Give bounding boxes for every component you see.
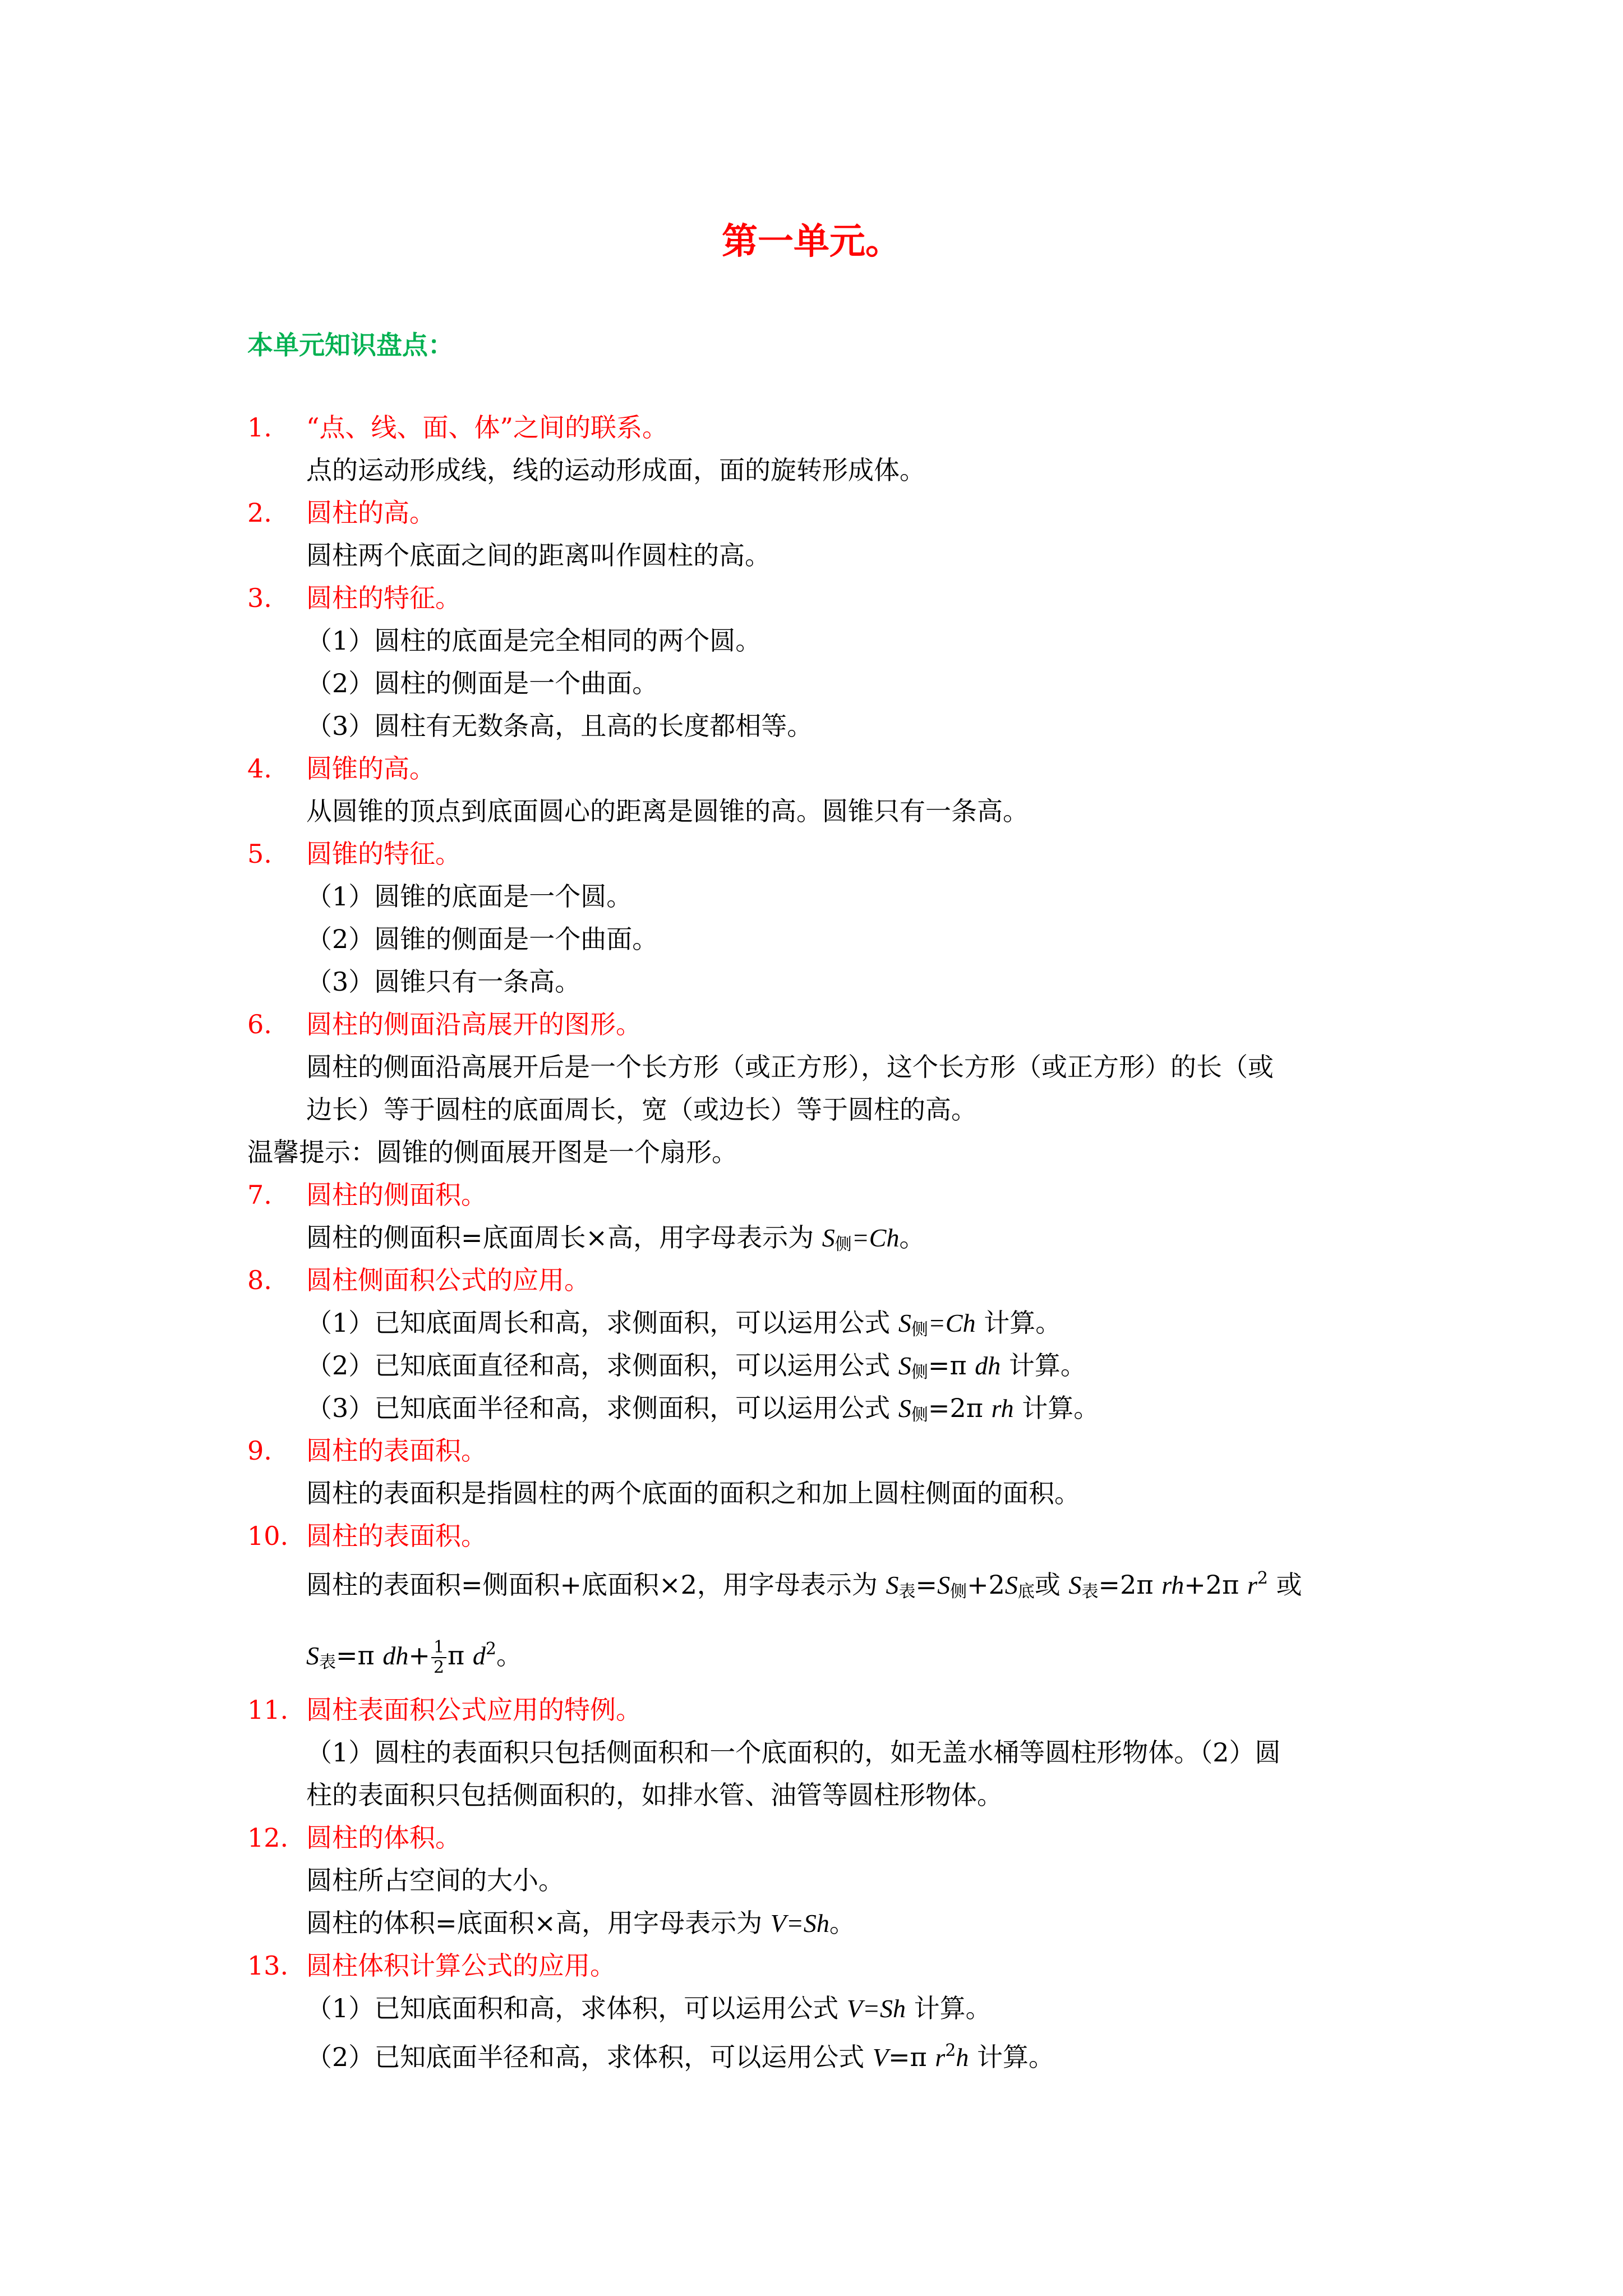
item-heading: “点、线、面、体”之间的联系。 [306,412,668,443]
item-heading: 圆柱体积计算公式的应用。 [306,1950,616,1981]
item-body: 圆柱的侧面沿高展开后是一个长方形（或正方形），这个长方形（或正方形）的长（或 [306,1052,1274,1082]
body-text: （2）已知底面直径和高，求侧面积，可以运用公式 [306,1350,898,1381]
formula-text: =Sh [786,1909,829,1938]
item-number: 7. [247,1180,272,1210]
formula-text: d [472,1641,486,1670]
formula-subscript: 表 [898,1582,916,1602]
body-text: 计算。 [906,1993,992,2023]
formula-text: rh [1161,1571,1184,1599]
formula-symbol: V [770,1909,786,1938]
item-body [306,1989,992,2028]
item-number: 8. [247,1265,272,1295]
formula-pi: π [1136,1570,1154,1600]
item-body: 从圆锥的顶点到底面圆心的距离是圆锥的高。圆锥只有一条高。 [306,796,1029,826]
formula-text: + [408,1640,430,1671]
item-body: 圆柱所占空间的大小。 [306,1865,564,1895]
item-heading: 圆锥的特征。 [306,839,461,869]
formula-text: +2 [1184,1570,1223,1600]
formula-text: = [928,1393,950,1423]
formula-symbol: S [306,1641,319,1670]
formula-subscript: 侧 [911,1363,928,1382]
item-heading: 圆柱的高。 [306,498,435,528]
item-number: 2. [247,498,272,528]
item-number: 12. [247,1823,289,1853]
item-body: （3）圆锥只有一条高。 [306,967,581,997]
item-body: （1）圆柱的表面积只包括侧面积和一个底面积的，如无盖水桶等圆柱形物体。（2）圆 [306,1737,1281,1768]
punctuation: 。 [829,1908,855,1938]
punctuation: 。 [496,1640,522,1671]
body-text: （3）已知底面半径和高，求侧面积，可以运用公式 [306,1393,898,1423]
formula-pi: π [966,1393,983,1423]
item-heading: 圆柱侧面积公式的应用。 [306,1265,590,1295]
formula-pi: π [910,2042,927,2072]
formula-symbol: S [822,1223,835,1252]
tip-note: 温馨提示：圆锥的侧面展开图是一个扇形。 [247,1137,737,1167]
item-body: （1）圆锥的底面是一个圆。 [306,881,633,912]
body-text: 圆柱的侧面积=底面周长×高，用字母表示为 [306,1222,822,1253]
punctuation: 。 [899,1222,925,1253]
formula-pi: π [1222,1570,1239,1600]
item-body [306,2031,1054,2077]
formula-text: = [915,1570,938,1600]
item-heading: 圆柱的表面积。 [306,1435,487,1466]
formula-subscript: 侧 [911,1405,928,1425]
formula-text: =Ch [851,1223,900,1252]
item-number: 10. [247,1521,289,1551]
formula-text: 2 [949,1393,966,1423]
item-number: 3. [247,583,272,613]
formula-text: +2 [967,1570,1005,1600]
body-text: 圆柱的表面积=侧面积+底面积×2，用字母表示为 [306,1570,886,1600]
item-number: 11. [247,1695,289,1725]
formula-text: =Sh [863,1994,906,2023]
item-body [306,1218,925,1264]
item-heading: 圆柱表面积公式应用的特例。 [306,1695,642,1725]
item-body: （2）圆柱的侧面是一个曲面。 [306,668,658,698]
item-body: （2）圆锥的侧面是一个曲面。 [306,924,658,954]
item-body: 圆柱的表面积是指圆柱的两个底面的面积之和加上圆柱侧面的面积。 [306,1478,1080,1508]
body-text: 圆柱的体积=底面积×高，用字母表示为 [306,1908,771,1938]
formula-symbol: S [898,1309,911,1337]
formula-subscript: 侧 [950,1582,967,1602]
body-text: 计算。 [975,1308,1062,1338]
formula-subscript: 表 [319,1653,336,1672]
item-heading: 圆柱的侧面沿高展开的图形。 [306,1009,642,1039]
item-body: （3）圆柱有无数条高，且高的长度都相等。 [306,711,813,741]
formula-symbol: V [846,1994,863,2023]
formula-text: = [928,1350,950,1381]
item-body: 边长）等于圆柱的底面周长，宽（或边长）等于圆柱的高。 [306,1094,977,1125]
item-heading: 圆柱的侧面积。 [306,1180,487,1210]
item-body: 点的运动形成线，线的运动形成面，面的旋转形成体。 [306,455,925,485]
item-body [306,1346,1086,1392]
formula-subscript: 表 [1081,1582,1099,1602]
formula-symbol: S [1068,1571,1082,1599]
item-number: 1. [247,412,272,443]
fraction-denominator: 2 [433,1658,445,1677]
formula-symbol: S [898,1394,911,1423]
formula-superscript: 2 [485,1639,496,1659]
item-number: 9. [247,1435,272,1466]
item-body [306,1903,855,1943]
item-body [306,1303,1061,1350]
section-subtitle: 本单元知识盘点： [247,330,454,360]
item-body: 柱的表面积只包括侧面积的，如排水管、油管等圆柱形物体。 [306,1780,1003,1810]
body-text: 或 [1276,1570,1302,1600]
item-heading: 圆柱的表面积。 [306,1521,487,1551]
fraction-half [431,1638,446,1677]
body-text: 计算。 [1000,1350,1086,1381]
body-text: 计算。 [969,2042,1055,2072]
formula-pi: π [357,1640,375,1671]
item-number: 13. [247,1950,289,1981]
formula-subscript: 侧 [834,1235,852,1254]
formula-symbol: S [886,1571,899,1599]
formula-symbol: S [898,1351,911,1380]
formula-text: dh [382,1641,409,1670]
item-body: 圆柱两个底面之间的距离叫作圆柱的高。 [306,540,771,570]
formula-subscript: 侧 [911,1320,928,1340]
formula-superscript: 2 [1257,1568,1268,1588]
formula-pi: π [448,1640,465,1671]
formula-superscript: 2 [945,2041,956,2060]
body-text: （2）已知底面半径和高，求体积，可以运用公式 [306,2042,873,2072]
item-number: 5. [247,839,272,869]
formula-symbol: S [937,1571,951,1599]
item-body [306,1559,1302,1612]
item-heading: 圆柱的体积。 [306,1823,461,1853]
item-heading: 圆锥的高。 [306,753,435,784]
formula-text: r [935,2043,946,2072]
fraction-numerator: 1 [431,1638,446,1658]
page-title: 第一单元。 [722,220,901,263]
item-body: （1）圆柱的底面是完全相同的两个圆。 [306,625,762,656]
item-number: 4. [247,753,272,784]
item-body [306,1388,1099,1435]
formula-text: = [336,1640,358,1671]
body-text: 计算。 [1013,1393,1100,1423]
formula-text: =Ch [928,1309,976,1337]
formula-text: 2 [1120,1570,1137,1600]
formula-symbol: S [1004,1571,1018,1599]
formula-symbol: V [872,2043,888,2072]
formula-text: = [1098,1570,1121,1600]
formula-text: r [1247,1571,1257,1599]
formula-subscript: 底 [1017,1582,1035,1602]
formula-text: h [956,2043,969,2072]
item-body [306,1621,522,1691]
formula-pi: π [949,1350,967,1381]
item-number: 6. [247,1009,272,1039]
body-text: （1）已知底面积和高，求体积，可以运用公式 [306,1993,847,2023]
formula-text: = [888,2042,910,2072]
formula-text: dh [975,1351,1001,1380]
item-heading: 圆柱的特征。 [306,583,461,613]
body-text: （1）已知底面周长和高，求侧面积，可以运用公式 [306,1308,898,1338]
formula-text: rh [991,1394,1014,1423]
body-text: 或 [1034,1570,1061,1600]
